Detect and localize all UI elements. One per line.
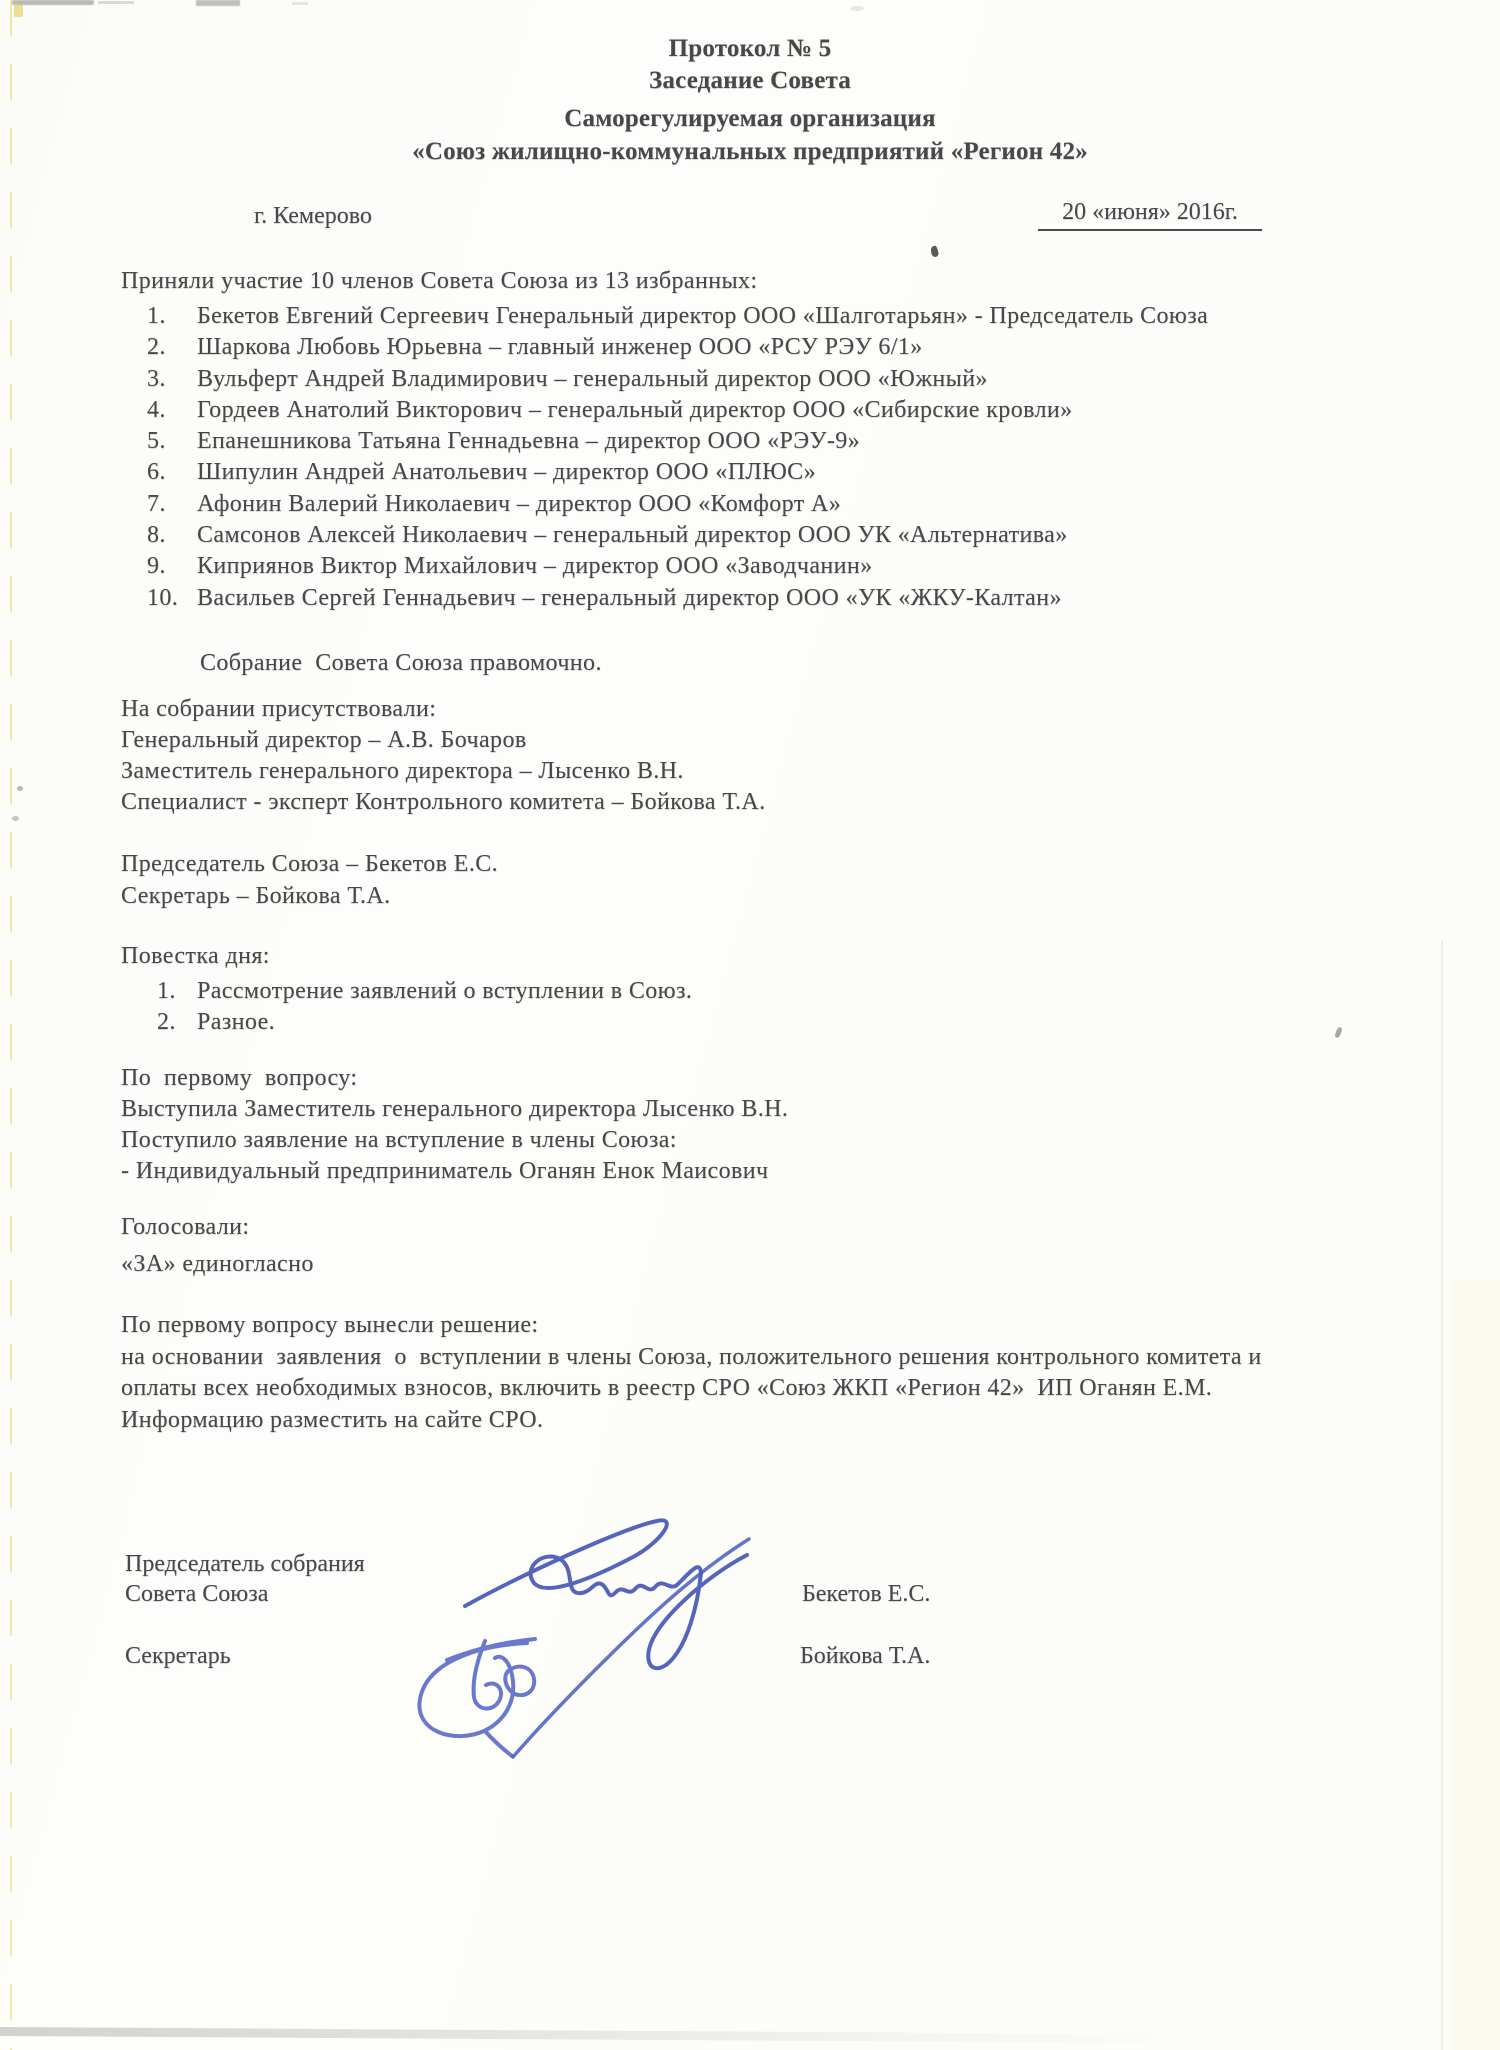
doc-title-line: Протокол № 5 [668, 35, 832, 62]
decision-heading: По первому вопросу вынесли решение: [121, 1312, 539, 1338]
list-item: 4. Гордеев Анатолий Викторович – генеральный директор ООО «Сибирские кровли» [147, 396, 1073, 423]
doc-title-org-name: «Союз жилищно-коммунальных предприятий «Регион 42» [412, 138, 1088, 165]
vote-result: «ЗА» единогласно [121, 1251, 314, 1277]
signature-role-secretary: Секретарь [125, 1643, 231, 1669]
participants-list [121, 301, 1461, 614]
scan-artifact-ink-dot [929, 245, 939, 258]
scan-artifact-top-smudge [292, 2, 308, 5]
list-item: 7. Афонин Валерий Николаевич – директор ООО «Комфорт А» [147, 490, 842, 517]
scan-artifact-left-edge-line [10, 0, 12, 2050]
signature-boykova-strokes [419, 1639, 535, 1756]
list-item: 9. Киприянов Виктор Михайлович – директор ООО «Заводчанин» [147, 553, 873, 580]
list-item: 2. Шаркова Любовь Юрьевна – главный инженер ООО «РСУ РЭУ 6/1» [147, 334, 923, 361]
first-question-heading: По первому вопросу: [121, 1065, 358, 1091]
first-question-line: Поступило заявление на вступление в члены Союза: [121, 1127, 677, 1153]
scan-artifact-speck [17, 786, 23, 791]
signature-name-beketov: Бекетов Е.С. [802, 1581, 931, 1607]
agenda-list [121, 976, 692, 1039]
list-item: 10. Васильев Сергей Геннадьевич – генеральный директор ООО «УК «ЖКУ-Калтан» [147, 584, 1062, 611]
attendee-line: Специалист - эксперт Контрольного комитета – Бойкова Т.А. [121, 789, 766, 815]
city-label: г. Кемерово [254, 203, 372, 229]
list-item: 6. Шипулин Андрей Анатольевич – директор ООО «ПЛЮС» [147, 459, 816, 486]
secretary-line: Секретарь – Бойкова Т.А. [121, 883, 391, 909]
scan-artifact-right-edge [1441, 940, 1443, 2050]
doc-title-line: Заседание Совета [649, 67, 851, 94]
first-question-section [121, 1063, 788, 1187]
attendees-section [121, 694, 766, 818]
chairman-line: Председатель Союза – Бекетов Е.С. [121, 851, 499, 877]
participants-section [121, 266, 1461, 614]
list-item: 5. Епанешникова Татьяна Геннадьевна – директор ООО «РЭУ-9» [147, 428, 861, 455]
scan-artifact-speck [12, 816, 19, 821]
agenda-section [121, 941, 692, 1039]
signature-role-chairman-line2: Совета Союза [125, 1581, 269, 1607]
scan-artifact-top-smudge [850, 6, 864, 11]
vote-section [121, 1212, 314, 1280]
attendee-line: Заместитель генерального директора – Лысенко В.Н. [121, 758, 684, 784]
scan-artifact-top-smudge [12, 0, 94, 5]
officers-section [121, 848, 498, 912]
participants-intro: Приняли участие 10 членов Совета Союза из 13 избранных: [121, 268, 758, 294]
attendees-heading: На собрании присутствовали: [121, 696, 437, 722]
list-item: 1. Бекетов Евгений Сергеевич Генеральный директор ООО «Шалготарьян» - Председатель Союза [147, 303, 1209, 329]
decision-line: Информацию разместить на сайте СРО. [121, 1406, 544, 1433]
list-item: 8. Самсонов Алексей Николаевич – генеральный директор ООО УК «Альтернатива» [147, 522, 1068, 549]
scan-artifact-ink-tick [1334, 1026, 1343, 1038]
first-question-line: - Индивидуальный предприниматель Оганян Енок Маисович [121, 1158, 769, 1184]
vote-heading: Голосовали: [121, 1214, 250, 1240]
scan-artifact-top-smudge [196, 0, 240, 6]
list-item: 1. Рассмотрение заявлений о вступлении в Союз. [157, 978, 693, 1004]
handwritten-signatures [395, 1508, 815, 1828]
scan-artifact-bottom-band [0, 2027, 1210, 2043]
decision-line: оплаты всех необходимых взносов, включить в реестр СРО «Союз ЖКП «Регион 42» ИП Оганян Е.М. [121, 1375, 1213, 1401]
quorum-statement: Собрание Совета Союза правомочно. [200, 650, 602, 676]
list-item: 2. Разное. [157, 1009, 276, 1036]
scan-artifact-right-patch [1452, 1280, 1500, 2050]
document-title-block [0, 34, 1500, 167]
scan-artifact-yellow-mark [14, 4, 23, 17]
first-question-line: Выступила Заместитель генерального директора Лысенко В.Н. [121, 1096, 789, 1122]
list-item: 3. Вульферт Андрей Владимирович – генеральный директор ООО «Южный» [147, 365, 988, 392]
signature-name-boykova: Бойкова Т.А. [800, 1643, 931, 1669]
doc-title-line: Саморегулируемая организация [564, 105, 936, 132]
signature-crossing-stroke [513, 1539, 749, 1757]
agenda-heading: Повестка дня: [121, 943, 270, 969]
date-underlined: 20 «июня» 2016г. [1038, 199, 1262, 231]
decision-line: на основании заявления о вступлении в члены Союза, положительного решения контрольного комитета и [121, 1343, 1262, 1370]
decision-section [121, 1310, 1421, 1436]
signature-role-chairman-line1: Председатель собрания [125, 1551, 365, 1577]
scan-artifact-top-smudge [98, 1, 134, 4]
attendee-line: Генеральный директор – А.В. Бочаров [121, 727, 527, 753]
